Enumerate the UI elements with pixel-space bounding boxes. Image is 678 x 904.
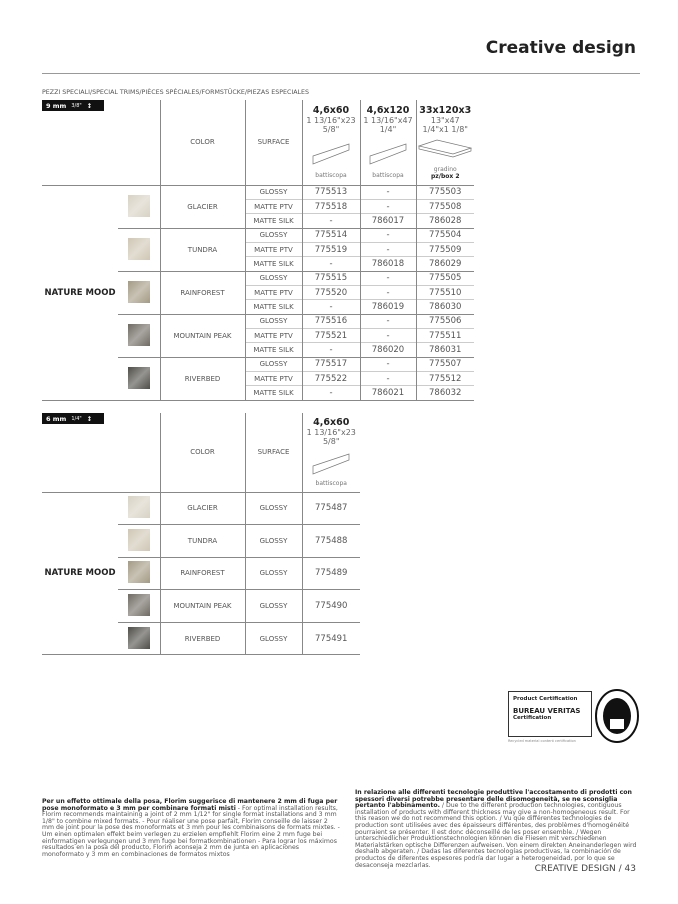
thickness-note: In relazione alle differenti tecnologie produttive l'accostamento di prodotti con spessori diversi potrebbe presentare delle disomogeneità, se ne sconsiglia pertanto l'abbinamento. / Due to the different production technologies, contiguous installation of products with different thickness may give a non-homogeneous result. For this reason we do not recommend this option. / Vu que différentes technologies de production sont utilisées avec des épaisseurs différentes, des problèmes d'homogénéité pourraient se présenter. Il est donc déconseillé de les poser ensemble. / Wegen unterschiedlicher Produktionstechnologien können die Fliesen mit verschiedenen Materialstärken optische Differenzen aufweisen. Von einem direkten Aneinanderlegen wird deshalb abgeraten. / Dadas las diferentes tecnologías productivas, la combinación de productos de diferentes espesores podría dar lugar a heterogeneidad, por lo que se desaconseja mezclarlas. [355,789,637,869]
color-name: MOUNTAIN PEAK [160,590,245,623]
color-name: RIVERBED [160,357,245,400]
swatch-cell [118,271,160,314]
product-code: 775521 [302,328,360,342]
skirting-icon [309,446,353,476]
product-code: 775488 [302,525,360,558]
surface-name: MATTE PTV [245,371,302,385]
product-code: 775520 [302,285,360,299]
table-row [42,185,474,199]
color-name: TUNDRA [160,525,245,558]
product-code: 775512 [416,371,474,385]
product-code: - [302,214,360,228]
swatch-cell [118,557,160,590]
product-code: 775515 [302,271,360,285]
swatch-cell [118,228,160,271]
trims-table-6mm [42,413,360,655]
product-code: 775513 [302,185,360,199]
step-tile-icon [417,134,473,162]
page-title: Creative design [485,38,636,58]
color-name: GLACIER [160,492,245,525]
color-swatch [128,627,150,649]
color-name: MOUNTAIN PEAK [160,314,245,357]
format-header: 4,6x60 1 13/16"x23 5/8" battiscopa [302,100,360,185]
surface-name: MATTE PTV [245,242,302,256]
swatch-cell [118,622,160,655]
surface-name: MATTE PTV [245,285,302,299]
surface-name: MATTE PTV [245,328,302,342]
product-code: 775510 [416,285,474,299]
product-code: 775516 [302,314,360,328]
swatch-cell [118,590,160,623]
skirting-icon [309,134,353,168]
divider [42,73,640,74]
thickness-inch: 3/8" [71,102,82,109]
product-code: 775503 [416,185,474,199]
format-header: 4,6x120 1 13/16"x47 1/4" battiscopa [360,100,416,185]
product-code: 786021 [360,386,416,400]
col-surface: SURFACE [245,413,302,492]
surface-name: GLOSSY [245,228,302,242]
product-code: 775518 [302,199,360,213]
page-footer: CREATIVE DESIGN / 43 [534,864,636,874]
product-code: - [360,228,416,242]
product-code: 786019 [360,300,416,314]
surface-name: GLOSSY [245,492,302,525]
product-code: 775489 [302,557,360,590]
surface-name: MATTE SILK [245,300,302,314]
surface-name: MATTE SILK [245,214,302,228]
color-name: GLACIER [160,185,245,228]
color-name: RIVERBED [160,622,245,655]
color-swatch [128,561,150,583]
product-code: 775517 [302,357,360,371]
product-code: - [360,199,416,213]
thickness: 9 mm [46,101,67,110]
surface-name: GLOSSY [245,525,302,558]
product-code: 775506 [416,314,474,328]
product-code: 775491 [302,622,360,655]
thickness-arrow-icon: ↕ [86,101,93,110]
product-code: - [302,386,360,400]
product-code: 775487 [302,492,360,525]
thickness-badge [42,100,104,111]
product-code: - [360,314,416,328]
product-code: 786029 [416,257,474,271]
thickness-arrow-icon: ↕ [86,414,93,423]
group-label: NATURE MOOD [44,568,116,579]
product-code: - [360,285,416,299]
product-code: 786032 [416,386,474,400]
product-code: - [302,257,360,271]
surface-name: MATTE SILK [245,386,302,400]
product-code: 775511 [416,328,474,342]
product-code: - [360,357,416,371]
surface-name: GLOSSY [245,557,302,590]
color-swatch [128,324,150,346]
swatch-cell [118,314,160,357]
product-code: 775522 [302,371,360,385]
surface-name: MATTE SILK [245,343,302,357]
surface-name: GLOSSY [245,590,302,623]
color-swatch [128,496,150,518]
color-swatch [128,594,150,616]
thickness-badge: 6 mm 1/4" ↕ [42,413,104,424]
product-code: - [302,343,360,357]
product-code: 775509 [416,242,474,256]
swatch-cell [118,185,160,228]
swatch-cell [118,357,160,400]
col-surface: SURFACE [245,100,302,185]
surface-name: MATTE SILK [245,257,302,271]
color-swatch [128,238,150,260]
color-swatch [128,529,150,551]
section-title: PEZZI SPECIALI/SPECIAL TRIMS/PIÈCES SPÉCIALES/FORMSTÜCKE/PIEZAS ESPECIALES [42,89,310,96]
swatch-cell [118,492,160,525]
product-code: 775505 [416,271,474,285]
format-header: 33x120x3 13"x47 1/4"x1 1/8" gradino pz/box 2 [416,100,474,185]
format-header: 4,6x60 1 13/16"x23 5/8" battiscopa [302,413,360,492]
product-code: 775507 [416,357,474,371]
product-code: 775504 [416,228,474,242]
product-code: 775519 [302,242,360,256]
skirting-icon [366,134,410,168]
product-code: - [360,271,416,285]
color-name: RAINFOREST [160,557,245,590]
product-code: 786020 [360,343,416,357]
product-code: 786017 [360,214,416,228]
product-code: 786031 [416,343,474,357]
product-code: - [360,328,416,342]
joint-note: Per un effetto ottimale della posa, Florim suggerisce di mantenere 2 mm di fuga per pose monoformato e 3 mm per combinare formati misti - For optimal installation results, Florim recommends maintaining a joint of 2 mm 1/12" for single format installations and 3 mm 1/8" to combine mixed formats. - Pour réaliser une pose parfait, Florim conseille de laisser 2 mm de joint pour la pose des monoformats et 3 mm pour les combinaisons de formats mixtes. - Um einen optimalen effekt beim verlegen zu erzielen empfiehlt Florim eine 2 mm fuge bei einformatigen verlegungen und 3 mm fuge bei formatkombinationen - Para lograr los máximos resultados en la posa del producto, Florim aconseja 2 mm de junta en aplicaciones monoformato y 3 mm en combinaciones de formatos mixtos [42,798,340,858]
product-code: 786018 [360,257,416,271]
col-color: COLOR [160,413,245,492]
product-code: 775508 [416,199,474,213]
product-code: 786028 [416,214,474,228]
product-code: 775490 [302,590,360,623]
color-name: TUNDRA [160,228,245,271]
product-code: 775514 [302,228,360,242]
product-code: 786030 [416,300,474,314]
swatch-cell [118,525,160,558]
product-code: - [360,185,416,199]
surface-name: MATTE PTV [245,199,302,213]
group-label: NATURE MOOD [44,287,116,298]
col-color: COLOR [160,100,245,185]
surface-name: GLOSSY [245,622,302,655]
surface-name: GLOSSY [245,271,302,285]
surface-name: GLOSSY [245,185,302,199]
bureau-veritas-seal-icon [594,689,640,743]
certification-logo: Product Certification BUREAU VERITAS Certification Recycled material content certification [508,689,642,745]
trims-table-9mm [42,100,474,401]
surface-name: GLOSSY [245,357,302,371]
product-code: - [302,300,360,314]
product-code: - [360,242,416,256]
color-swatch [128,367,150,389]
surface-name: GLOSSY [245,314,302,328]
color-name: RAINFOREST [160,271,245,314]
product-code: - [360,371,416,385]
table-row [42,492,360,525]
color-swatch [128,281,150,303]
color-swatch [128,195,150,217]
